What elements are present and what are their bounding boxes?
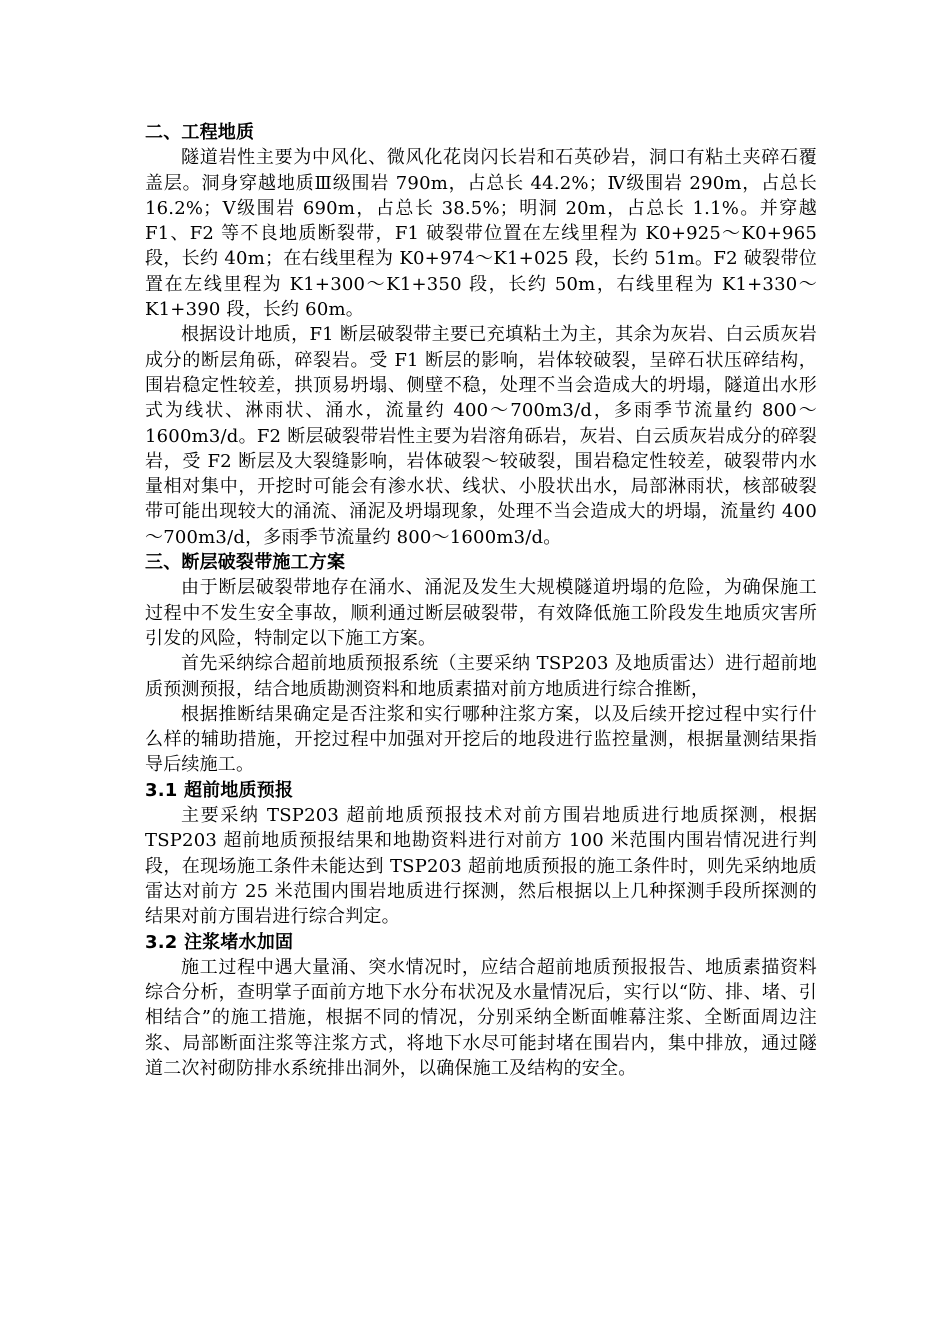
document-page [145, 120, 817, 1081]
paragraph-tsp203-forecast: 主要采纳 TSP203 超前地质预报技术对前方围岩地质进行地质探测，根据 TSP203 超前地质预报结果和地勘资料进行对前方 100 米范围内围岩情况进行判段，在现场施工条件未能达到 TSP203 超前地质预报的施工条件时，则先采纳地质雷达对前方 25 米范围内围岩地质进行探测，然后根据以上几种探测手段所探测的结果对前方围岩进行综合判定。 [145, 805, 817, 928]
section-heading-engineering-geology: 二、工程地质 [145, 122, 255, 143]
section-heading-advance-forecast: 3.1 超前地质预报 [145, 779, 294, 801]
paragraph-grouting-measures: 施工过程中遇大量涌、突水情况时，应结合超前地质预报报告、地质素描资料综合分析，查明掌子面前方地下水分布状况及水量情况后，实行以“防、排、堵、引相结合”的施工措施，根据不同的情况，分别采纳全断面帷幕注浆、全断面周边注浆、局部断面注浆等注浆方式，将地下水尽可能封堵在围岩内，集中排放，通过隧道二次衬砌防排水系统排出洞外，以确保施工及结构的安全。 [145, 956, 817, 1079]
paragraph-grouting-decision: 根据推断结果确定是否注浆和实行哪种注浆方案，以及后续开挖过程中实行什么样的辅助措施，开挖过程中加强对开挖后的地段进行监控量测，根据量测结果指导后续施工。 [145, 703, 817, 776]
paragraph-fault-description: 根据设计地质，F1 断层破裂带主要已充填粘土为主，其余为灰岩、白云质灰岩成分的断层角砾，碎裂岩。受 F1 断层的影响，岩体较破裂，呈碎石状压碎结构，围岩稳定性较差，拱顶易坍塌、侧壁不稳，处理不当会造成大的坍塌，隧道出水形式为线状、淋雨状、涌水，流量约 400～700m3/d，多雨季节流量约 800～1600m3/d。F2 断层破裂带岩性主要为岩溶角砾岩，灰岩、白云质灰岩成分的碎裂岩，受 F2 断层及大裂缝影响，岩体破裂～较破裂，围岩稳定性较差，破裂带内水量相对集中，开挖时可能会有渗水状、线状、小股状出水，局部淋雨状，核部破裂带可能出现较大的涌流、涌泥及坍塌现象，处理不当会造成大的坍塌，流量约 400～700m3/d，多雨季节流量约 800～1600m3/d。 [145, 324, 817, 548]
section-heading-grouting-reinforcement: 3.2 注浆堵水加固 [145, 931, 294, 953]
section-heading-fault-construction-plan: 三、断层破裂带施工方案 [145, 552, 346, 574]
paragraph-rock-properties: 隧道岩性主要为中风化、微风化花岗闪长岩和石英砂岩，洞口有粘土夹碎石覆盖层。洞身穿越地质Ⅲ级围岩 790m，占总长 44.2%；Ⅳ级围岩 290m，占总长 16.2%；Ⅴ级围岩 690m，占总长 38.5%；明洞 20m，占总长 1.1%。并穿越 F1、F2 等不良地质断裂带，F1 破裂带位置在左线里程为 K0+925～K0+965 段，长约 40m；在右线里程为 K0+974～K1+025 段，长约 51m。F2 破裂带位置在左线里程为 K1+300～K1+350 段，长约 50m，右线里程为 K1+330～K1+390 段，长约 60m。 [145, 147, 817, 321]
paragraph-plan-purpose: 由于断层破裂带地存在涌水、涌泥及发生大规模隧道坍塌的危险，为确保施工过程中不发生安全事故，顺利通过断层破裂带，有效降低施工阶段发生地质灾害所引发的风险，特制定以下施工方案。 [145, 577, 817, 649]
paragraph-forecast-system: 首先采纳综合超前地质预报系统（主要采纳 TSP203 及地质雷达）进行超前地质预测预报，结合地质勘测资料和地质素描对前方地质进行综合推断， [145, 653, 817, 700]
